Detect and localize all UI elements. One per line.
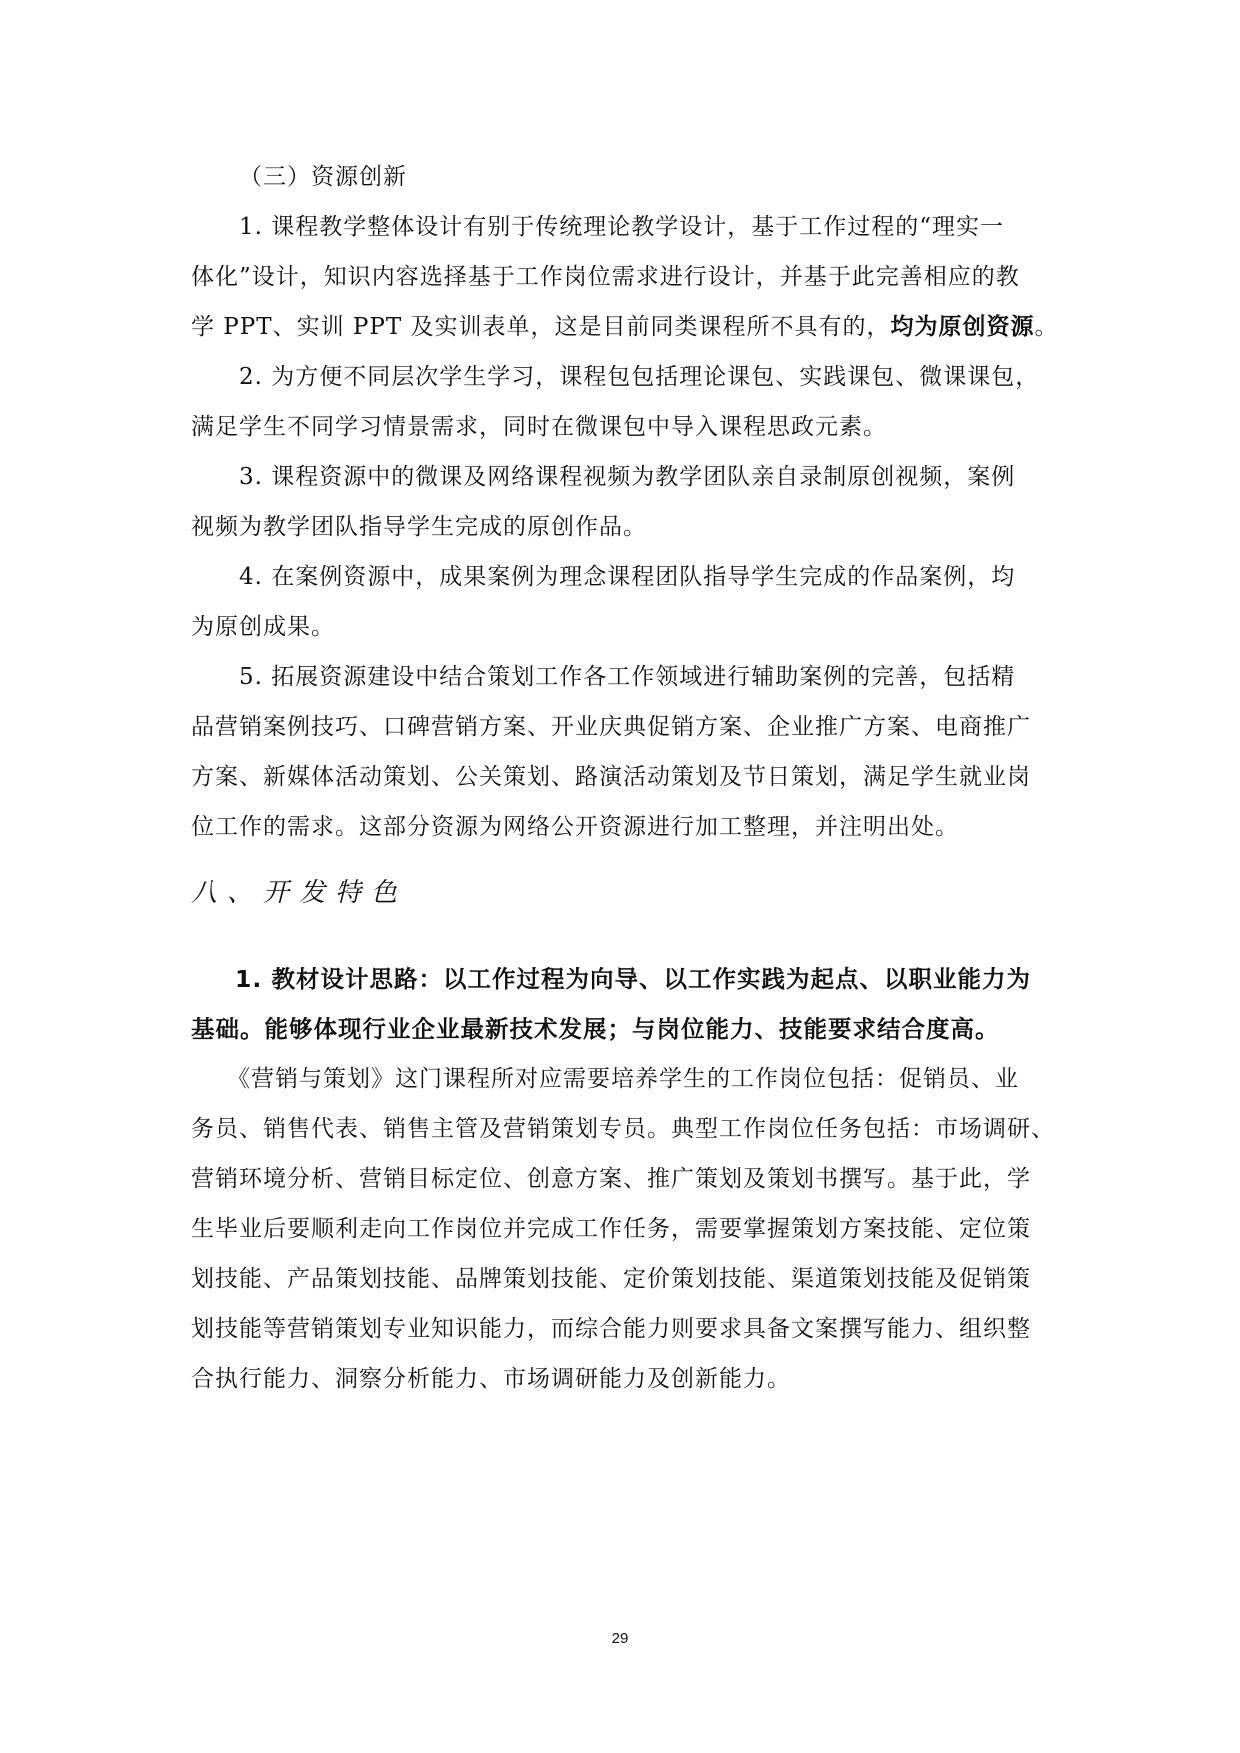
- paragraph-line: 体化”设计，知识内容选择基于工作岗位需求进行设计，并基于此完善相应的教: [191, 264, 1020, 290]
- resource-item-2: [191, 352, 1051, 452]
- paragraph-line: 满足学生不同学习情景需求，同时在微课包中导入课程思政元素。: [191, 414, 887, 440]
- emphasis-text: 均为原创资源: [890, 314, 1035, 340]
- paragraph-line: [191, 302, 1059, 352]
- feature-title: [191, 954, 1051, 1054]
- resource-item-4: [191, 552, 1051, 652]
- resource-item-1: [191, 202, 1059, 352]
- feature-title-line: 基础。能够体现行业企业最新技术发展；与岗位能力、技能要求结合度高。: [191, 1015, 1000, 1043]
- paragraph-line: 2. 为方便不同层次学生学习，课程包包括理论课包、实践课包、微课课包，: [239, 364, 1040, 390]
- feature-body: [191, 1054, 1055, 1404]
- page-number: 29: [611, 1630, 629, 1647]
- paragraph-line: 务员、销售代表、销售主管及营销策划专员。典型工作岗位任务包括：市场调研、: [191, 1116, 1055, 1142]
- paragraph-line: 视频为教学团队指导学生完成的原创作品。: [191, 514, 647, 540]
- paragraph-line: 4. 在案例资源中，成果案例为理念课程团队指导学生完成的作品案例，均: [239, 564, 1016, 590]
- resource-item-3: [191, 452, 1051, 552]
- paragraph-line: 合执行能力、洞察分析能力、市场调研能力及创新能力。: [191, 1366, 791, 1392]
- paragraph-line: 划技能、产品策划技能、品牌策划技能、定价策划技能、渠道策划技能及促销策: [191, 1266, 1031, 1292]
- paragraph-line: 位工作的需求。这部分资源为网络公开资源进行加工整理，并注明出处。: [191, 814, 959, 840]
- paragraph-line: 为原创成果。: [191, 614, 335, 640]
- paragraph-line: 《营销与策划》这门课程所对应需要培养学生的工作岗位包括：促销员、业: [227, 1066, 1019, 1092]
- subsection-heading: （三）资源创新: [239, 164, 407, 190]
- paragraph-line: 品营销案例技巧、口碑营销方案、开业庆典促销方案、企业推广方案、电商推广: [191, 714, 1031, 740]
- paragraph-line: 划技能等营销策划专业知识能力，而综合能力则要求具备文案撰写能力、组织整: [191, 1316, 1031, 1342]
- paragraph-line: 5. 拓展资源建设中结合策划工作各工作领域进行辅助案例的完善，包括精: [239, 664, 1016, 690]
- paragraph-line: 3. 课程资源中的微课及网络课程视频为教学团队亲自录制原创视频，案例: [239, 464, 1016, 490]
- section-heading: 八、开发特色: [191, 878, 408, 908]
- paragraph-line: 生毕业后要顺利走向工作岗位并完成工作任务，需要掌握策划方案技能、定位策: [191, 1216, 1031, 1242]
- paragraph-text: 。: [1034, 314, 1059, 340]
- paragraph-line: 方案、新媒体活动策划、公关策划、路演活动策划及节日策划，满足学生就业岗: [191, 764, 1031, 790]
- feature-title-line: 1. 教材设计思路：以工作过程为向导、以工作实践为起点、以职业能力为: [235, 965, 1031, 993]
- paragraph-line: 1. 课程教学整体设计有别于传统理论教学设计，基于工作过程的“理实一: [239, 214, 1005, 240]
- paragraph-text: 学 PPT、实训 PPT 及实训表单，这是目前同类课程所不具有的，: [191, 314, 891, 340]
- resource-item-5: [191, 652, 1051, 852]
- paragraph-line: 营销环境分析、营销目标定位、创意方案、推广策划及策划书撰写。基于此，学: [191, 1166, 1031, 1192]
